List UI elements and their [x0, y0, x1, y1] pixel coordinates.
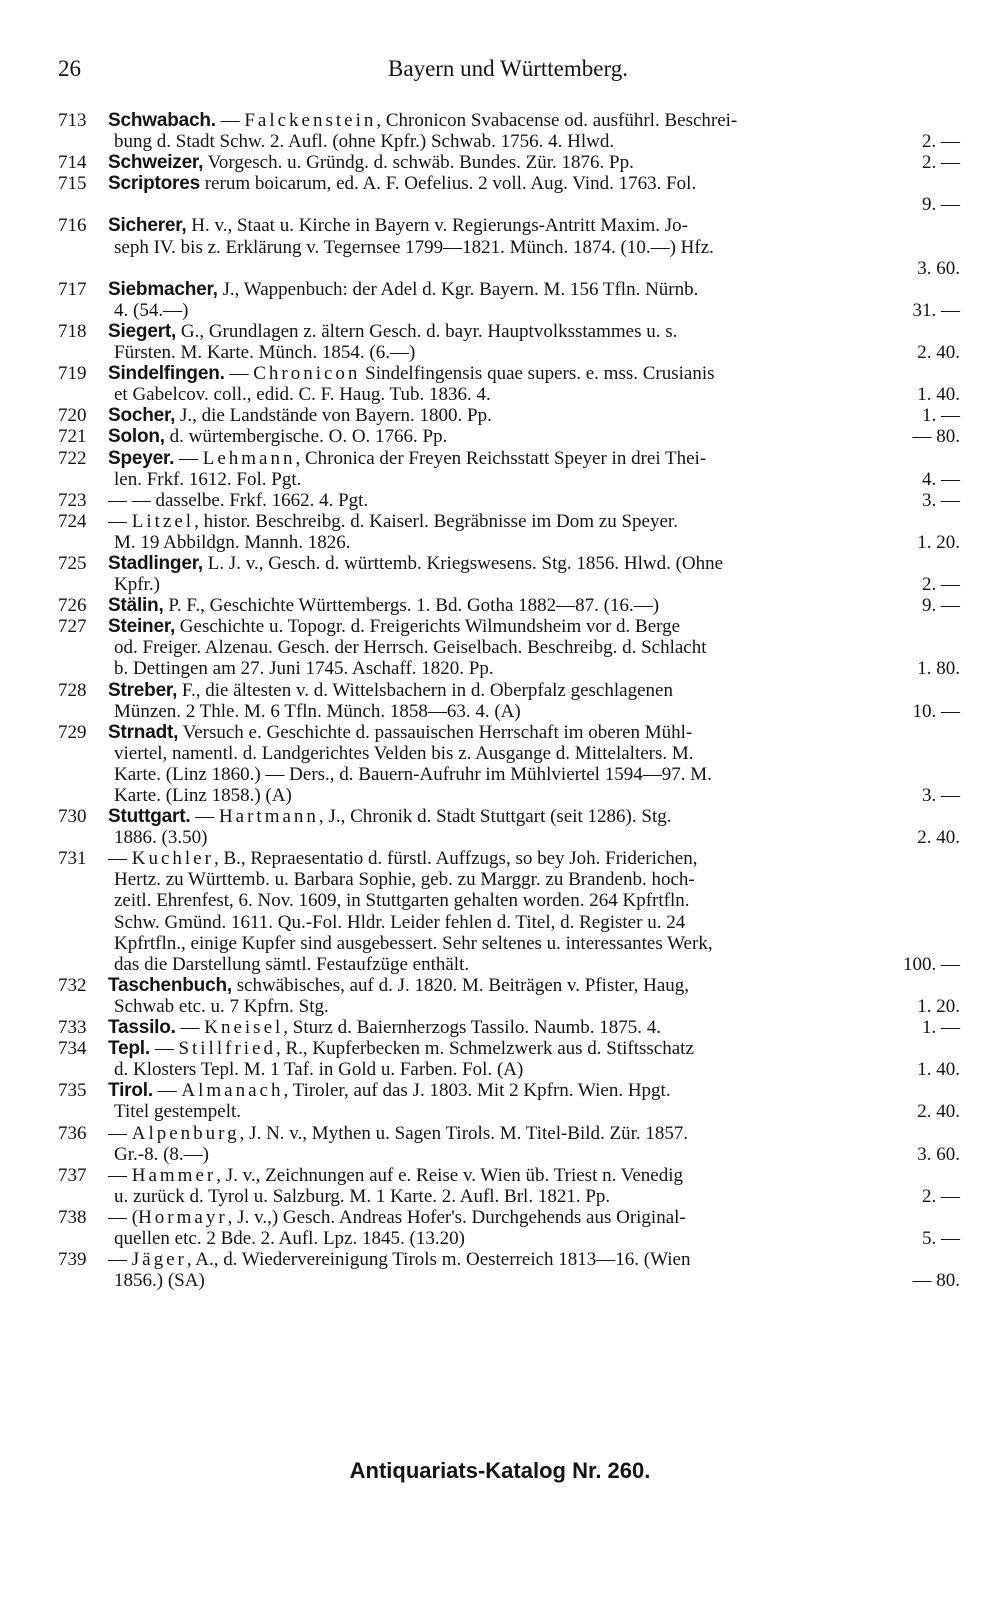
entry-author: Hammer	[131, 1164, 217, 1186]
entry-line	[108, 321, 960, 342]
entry-price: 2. —	[922, 574, 960, 596]
entry-line	[108, 616, 960, 637]
entry-text: Gr.-8. (8.—)	[114, 1143, 209, 1165]
entry-price: 10. —	[912, 700, 960, 722]
entry-text: , Chronica der Freyen Reichsstatt Speyer in drei Thei-	[295, 447, 707, 469]
entry-heading: Steiner,	[108, 616, 176, 638]
entry-text: Karte. (Linz 1860.) — Ders., d. Bauern-Aufruhr im Mühlviertel 1594—97. M.	[114, 763, 712, 785]
entry-line	[108, 279, 960, 300]
entry-text: , R., Kupferbecken m. Schmelzwerk aus d. Stiftsschatz	[276, 1038, 694, 1060]
entry-text: Karte. (Linz 1858.) (A)	[114, 785, 292, 806]
entry-line	[108, 1228, 960, 1249]
entry-text: seph IV. bis z. Erklärung v. Tegernsee 1799—1821. Münch. 1874. (10.—) Hfz.	[114, 236, 714, 258]
entry-line	[108, 426, 960, 447]
entry-number: 719	[58, 363, 87, 385]
entry-text: M. 19 Abbildgn. Mannh. 1826.	[114, 531, 351, 553]
entry-price: 3. 60.	[917, 257, 960, 279]
entry-price: — 80.	[912, 1270, 960, 1292]
entry-heading: Strnadt,	[108, 721, 179, 743]
entry-text: len. Frkf. 1612. Fol. Pgt.	[114, 468, 302, 490]
catalog-entry	[58, 680, 960, 722]
page-header	[58, 56, 958, 88]
entry-line	[108, 701, 960, 722]
catalog-entry	[58, 110, 960, 152]
entry-number: 733	[58, 1017, 87, 1039]
entry-number: 739	[58, 1249, 87, 1271]
entry-number: 717	[58, 278, 87, 300]
entry-line	[108, 1101, 960, 1122]
entry-heading: Tassilo.	[108, 1017, 176, 1039]
entry-heading: Siebmacher,	[108, 278, 218, 300]
entry-line	[108, 827, 960, 848]
catalog-entry	[58, 1165, 960, 1207]
entry-price: 31. —	[912, 299, 960, 321]
entry-text: — — dasselbe. Frkf. 1662. 4. Pgt.	[108, 489, 369, 511]
entry-text: , J. v.,) Gesch. Andreas Hofer's. Durchgehends aus Original-	[227, 1206, 686, 1228]
entry-heading: Tepl.	[108, 1038, 150, 1060]
entry-price: 5. —	[922, 1227, 960, 1249]
entry-line	[108, 1186, 960, 1207]
entry-number: 734	[58, 1038, 87, 1060]
entry-line	[108, 511, 960, 532]
catalog-entry	[58, 848, 960, 975]
entry-text: Titel gestempelt.	[114, 1101, 242, 1123]
catalog-entry	[58, 490, 960, 511]
entry-text: —	[190, 806, 219, 828]
entry-text: 1856.) (SA)	[114, 1270, 205, 1292]
entry-heading: Stadlinger,	[108, 552, 203, 574]
entry-number: 720	[58, 405, 87, 427]
entry-line	[108, 152, 960, 173]
entry-text: , Sturz d. Baiernherzogs Tassilo. Naumb. 1875. 4.	[283, 1017, 662, 1039]
catalog-entry	[58, 279, 960, 321]
entry-text: Kpfrtfln., einige Kupfer sind ausgebessert. Sehr seltenes u. interessantes Werk,	[114, 932, 713, 954]
entry-price: 1. 40.	[917, 384, 960, 406]
entry-line	[108, 722, 960, 743]
entry-line	[108, 975, 960, 996]
catalog-entry	[58, 1080, 960, 1122]
catalog-entry	[58, 1038, 960, 1080]
entry-text: Fürsten. M. Karte. Münch. 1854. (6.—)	[114, 342, 416, 364]
entry-line	[108, 342, 960, 363]
entry-price: 2. 40.	[917, 342, 960, 364]
entry-heading: Sindelfingen.	[108, 363, 225, 385]
entry-line	[108, 1123, 960, 1144]
entry-line	[108, 490, 960, 511]
entry-number: 728	[58, 679, 87, 701]
catalog-entry	[58, 1249, 960, 1291]
entry-number: 735	[58, 1080, 87, 1102]
entry-text: Versuch e. Geschichte d. passauischen Herrschaft im oberen Mühl-	[178, 721, 693, 743]
catalog-entry	[58, 152, 960, 173]
entry-number: 723	[58, 489, 87, 511]
entry-price: 2. —	[922, 131, 960, 153]
entry-line	[108, 680, 960, 701]
entry-text: , J. N. v., Mythen u. Sagen Tirols. M. Titel-Bild. Zür. 1857.	[239, 1122, 689, 1144]
entry-line	[108, 532, 960, 553]
entry-line	[108, 933, 960, 954]
entry-heading: Stuttgart.	[108, 806, 191, 828]
entry-price: 1. —	[922, 1017, 960, 1039]
entry-text: u. zurück d. Tyrol u. Salzburg. M. 1 Karte. 2. Aufl. Brl. 1821. Pp.	[114, 1185, 611, 1207]
entry-line	[108, 806, 960, 827]
entry-line	[108, 131, 960, 152]
entry-price: 1. 20.	[917, 995, 960, 1017]
entry-text: das die Darstellung sämtl. Festaufzüge enthält.	[114, 953, 470, 975]
entry-line	[108, 954, 960, 975]
entry-line	[108, 785, 960, 806]
entry-price: 3. —	[922, 489, 960, 511]
entry-line	[108, 764, 960, 785]
entry-text: —	[108, 1164, 132, 1186]
entry-line	[108, 1144, 960, 1165]
entry-author: Chronicon	[253, 363, 361, 385]
entry-text: , histor. Beschreibg. d. Kaiserl. Begräbnisse im Dom zu Speyer.	[194, 510, 678, 532]
entry-line	[108, 1080, 960, 1101]
entry-heading: Taschenbuch,	[108, 974, 232, 996]
entry-line	[108, 1207, 960, 1228]
entry-price: 1. 40.	[917, 1059, 960, 1081]
entry-line	[108, 1017, 960, 1038]
entry-line	[108, 848, 960, 869]
entry-line	[108, 215, 960, 236]
catalog-entry	[58, 595, 960, 616]
entry-text: —	[108, 1249, 132, 1271]
entry-number: 716	[58, 215, 87, 237]
entry-price: 9. —	[922, 595, 960, 617]
entry-text: Vorgesch. u. Gründg. d. schwäb. Bundes. Zür. 1876. Pp.	[203, 152, 634, 174]
catalog-entry	[58, 975, 960, 1017]
entry-text: 4. (54.—)	[114, 299, 189, 321]
entry-line	[108, 658, 960, 679]
entry-text: et Gabelcov. coll., edid. C. F. Haug. Tub. 1836. 4.	[114, 384, 491, 406]
entry-text: od. Freiger. Alzenau. Gesch. der Herrsch. Geiselbach. Beschreibg. d. Schlacht	[114, 637, 707, 659]
entry-price: 4. —	[922, 468, 960, 490]
entry-text: , J. v., Zeichnungen auf e. Reise v. Wien üb. Triest n. Venedig	[216, 1164, 684, 1186]
entry-line	[108, 173, 960, 194]
entry-number: 725	[58, 552, 87, 574]
entry-text: P. F., Geschichte Württembergs. 1. Bd. Gotha 1882—87. (16.—)	[163, 595, 660, 617]
entry-text: Münzen. 2 Thle. M. 6 Tfln. Münch. 1858—63. 4. (A)	[114, 700, 521, 722]
entry-author: Lehmann	[202, 447, 296, 469]
entry-line	[108, 363, 960, 384]
entry-number: 714	[58, 152, 87, 174]
entry-price: 2. —	[922, 1185, 960, 1207]
entry-line	[108, 1165, 960, 1186]
entry-text: , A., d. Wiedervereinigung Tirols m. Oesterreich 1813—16. (Wien	[186, 1249, 691, 1271]
entry-number: 722	[58, 447, 87, 469]
entry-text: schwäbisches, auf d. J. 1820. M. Beiträgen v. Pfister, Haug,	[231, 974, 690, 996]
entry-author: Kuchler	[131, 848, 214, 870]
entry-price: 2. —	[922, 152, 960, 174]
entry-author: Falckenstein	[244, 110, 377, 131]
catalog-footer: Antiquariats-Katalog Nr. 260.	[349, 1458, 651, 1483]
entry-heading: Streber,	[108, 679, 178, 701]
entry-line	[108, 1038, 960, 1059]
catalog-entry	[58, 722, 960, 806]
entry-author: Almanach	[181, 1080, 284, 1102]
entry-author: Hormayr	[138, 1206, 228, 1228]
entry-number: 715	[58, 173, 87, 195]
entry-heading: Socher,	[108, 405, 176, 427]
entry-text: Geschichte u. Topogr. d. Freigerichts Wilmundsheim vor d. Berge	[175, 616, 681, 638]
catalog-entry	[58, 363, 960, 405]
entry-number: 736	[58, 1122, 87, 1144]
entry-number: 726	[58, 595, 87, 617]
entry-line	[108, 448, 960, 469]
entry-text: Hertz. zu Württemb. u. Barbara Sophie, geb. zu Marggr. zu Brandenb. hoch-	[114, 869, 695, 891]
entry-author: Alpenburg	[131, 1122, 240, 1144]
entry-price: 2. 40.	[917, 827, 960, 849]
catalog-entry	[58, 426, 960, 447]
entry-text: —	[152, 1080, 182, 1102]
catalog-entry	[58, 806, 960, 848]
entry-number: 730	[58, 806, 87, 828]
entry-number: 727	[58, 616, 87, 638]
entry-author: Hartmann	[218, 806, 319, 828]
entry-text: —	[224, 363, 254, 385]
entry-line	[108, 595, 960, 616]
entry-text: —	[108, 510, 132, 532]
entry-line	[108, 194, 960, 215]
entry-author: Kneisel	[204, 1017, 284, 1039]
entry-number: 718	[58, 320, 87, 342]
entry-heading: Schwabach.	[108, 110, 216, 131]
entry-line	[108, 743, 960, 764]
entry-line	[108, 1059, 960, 1080]
entry-text: —	[174, 447, 203, 469]
catalog-entry	[58, 405, 960, 426]
entry-price: 3. 60.	[917, 1143, 960, 1165]
entry-text: , Tiroler, auf das J. 1803. Mit 2 Kpfrn. Wien. Hpgt.	[283, 1080, 671, 1102]
entry-price: — 80.	[912, 426, 960, 448]
entry-line	[108, 637, 960, 658]
entry-text: Kpfr.)	[114, 574, 160, 596]
entry-price: 2. 40.	[917, 1101, 960, 1123]
entry-price: 3. —	[922, 785, 960, 806]
entry-line	[108, 553, 960, 574]
entry-text: —	[215, 110, 245, 131]
entry-heading: Scriptores	[108, 173, 200, 195]
entry-line	[108, 237, 960, 258]
entry-text: , J., Chronik d. Stadt Stuttgart (seit 1286). Stg.	[318, 806, 672, 828]
entry-text: bung d. Stadt Schw. 2. Aufl. (ohne Kpfr.) Schwab. 1756. 4. Hlwd.	[114, 131, 615, 153]
entry-text: F., die ältesten v. d. Wittelsbachern in d. Oberpfalz geschlagenen	[177, 679, 673, 701]
entry-number: 738	[58, 1206, 87, 1228]
entry-text: b. Dettingen am 27. Juni 1745. Aschaff. 1820. Pp.	[114, 658, 494, 680]
entry-heading: Siegert,	[108, 320, 177, 342]
entry-heading: Sicherer,	[108, 215, 187, 237]
entry-number: 713	[58, 110, 87, 131]
entry-text: H. v., Staat u. Kirche in Bayern v. Regierungs-Antritt Maxim. Jo-	[186, 215, 688, 237]
entry-author: Jäger	[131, 1249, 187, 1271]
entry-text: —	[149, 1038, 179, 1060]
entry-text: zeitl. Ehrenfest, 6. Nov. 1609, in Stuttgarten gehalten worden. 264 Kpfrtfln.	[114, 890, 690, 912]
page-title: Bayern und Württemberg.	[388, 56, 628, 81]
entry-heading: Tirol.	[108, 1080, 153, 1102]
catalog-entry	[58, 511, 960, 553]
catalog-entry	[58, 553, 960, 595]
entry-text: G., Grundlagen z. ältern Gesch. d. bayr. Hauptvolksstammes u. s.	[176, 320, 678, 342]
entry-text: d. würtembergische. O. O. 1766. Pp.	[164, 426, 448, 448]
entry-number: 731	[58, 848, 87, 870]
entry-line	[108, 110, 960, 131]
entry-text: 1886. (3.50)	[114, 827, 208, 849]
entry-price: 1. 80.	[917, 658, 960, 680]
entry-number: 721	[58, 426, 87, 448]
catalog-entries	[58, 110, 960, 1291]
entry-text: , Chronicon Svabacense od. ausführl. Beschrei-	[376, 110, 738, 131]
entry-number: 724	[58, 510, 87, 532]
entry-text: —	[108, 1122, 132, 1144]
entry-price: 1. 20.	[917, 531, 960, 553]
entry-line	[108, 469, 960, 490]
entry-heading: Stälin,	[108, 595, 164, 617]
catalog-entry	[58, 1017, 960, 1038]
entry-text: J., Wappenbuch: der Adel d. Kgr. Bayern. M. 156 Tfln. Nürnb.	[217, 278, 699, 300]
catalog-entry	[58, 1123, 960, 1165]
entry-heading: Schweizer,	[108, 152, 204, 174]
entry-text: Schwab etc. u. 7 Kpfrn. Stg.	[114, 995, 329, 1017]
entry-line	[108, 869, 960, 890]
entry-text: rerum boicarum, ed. A. F. Oefelius. 2 voll. Aug. Vind. 1763. Fol.	[199, 173, 697, 195]
entry-line	[108, 300, 960, 321]
entry-text: Schw. Gmünd. 1611. Qu.-Fol. Hldr. Leider fehlen d. Titel, d. Register u. 24	[114, 911, 686, 933]
entry-heading: Speyer.	[108, 447, 175, 469]
entry-line	[108, 996, 960, 1017]
entry-line	[108, 405, 960, 426]
entry-number: 729	[58, 721, 87, 743]
entry-author: Stillfried	[178, 1038, 276, 1060]
entry-text: viertel, namentl. d. Landgerichtes Velden bis z. Ausgange d. Mittelalters. M.	[114, 742, 694, 764]
entry-text: —	[108, 848, 132, 870]
entry-text: — (	[108, 1206, 139, 1228]
entry-line	[108, 1270, 960, 1291]
entry-line	[108, 574, 960, 595]
catalog-entry	[58, 173, 960, 215]
entry-line	[108, 890, 960, 911]
entry-line	[108, 912, 960, 933]
entry-price: 1. —	[922, 405, 960, 427]
entry-line	[108, 258, 960, 279]
entry-price: 9. —	[922, 194, 960, 216]
entry-text: —	[175, 1017, 205, 1039]
entry-text: J., die Landstände von Bayern. 1800. Pp.	[175, 405, 492, 427]
catalog-entry	[58, 321, 960, 363]
entry-line	[108, 384, 960, 405]
entry-price: 100. —	[903, 953, 960, 975]
page-number: 26	[58, 56, 81, 81]
entry-line	[108, 1249, 960, 1270]
catalog-entry	[58, 215, 960, 278]
entry-text: quellen etc. 2 Bde. 2. Aufl. Lpz. 1845. (13.20)	[114, 1227, 465, 1249]
entry-text: , B., Repraesentatio d. fürstl. Auffzugs, so bey Joh. Friderichen,	[213, 848, 698, 870]
entry-text: Sindelfingensis quae supers. e. mss. Crusianis	[360, 363, 715, 385]
catalog-entry	[58, 616, 960, 679]
entry-text: d. Klosters Tepl. M. 1 Taf. in Gold u. Farben. Fol. (A)	[114, 1059, 524, 1081]
entry-text: L. J. v., Gesch. d. württemb. Kriegswesens. Stg. 1856. Hlwd. (Ohne	[202, 552, 724, 574]
entry-number: 732	[58, 974, 87, 996]
entry-author: Litzel	[131, 510, 195, 532]
entry-number: 737	[58, 1164, 87, 1186]
catalog-entry	[58, 1207, 960, 1249]
catalog-entry	[58, 448, 960, 490]
entry-heading: Solon,	[108, 426, 165, 448]
